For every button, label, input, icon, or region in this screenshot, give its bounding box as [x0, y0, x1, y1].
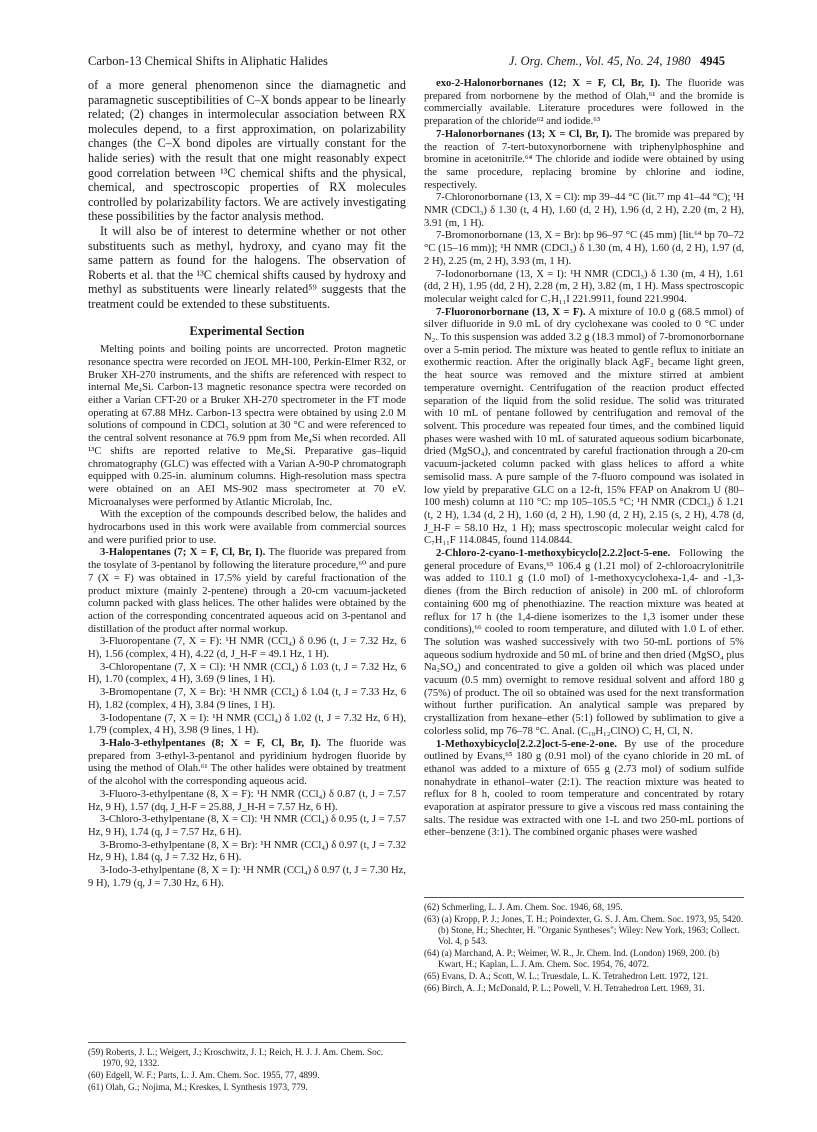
compound-heading: 7-Halonorbornanes (13; X = Cl, Br, I). [436, 128, 613, 140]
spectral-entry: 3-Chloropentane (7, X = Cl): ¹H NMR (CCl₄) δ 1.03 (t, J = 7.32 Hz, 6 H), 1.70 (complex, 4 H), 3.69 (9 lines, 1 H). [88, 661, 406, 686]
compound-heading: 7-Fluoronorbornane (13, X = F). [436, 306, 586, 318]
compound-paragraph [424, 548, 744, 739]
footnotes-right [424, 897, 744, 995]
footnote: (59) Roberts, J. L.; Weigert, J.; Kroschwitz, J. I.; Reich, H. J. J. Am. Chem. Soc. 1970, 92, 1332. [88, 1047, 384, 1068]
journal-name: J. Org. Chem., Vol. 45, No. 24, 1980 [508, 54, 691, 68]
spectral-entry: 7-Chloronorbornane (13, X = Cl): mp 39–44 °C (lit.⁷⁷ mp 41–44 °C); ¹H NMR (CDCl₃) δ 1.30 (t, 4 H), 1.60 (d, 2 H), 1.96 (d, 2 H), 2.20 (m, 2 H), 3.91 (m, 1 H). [424, 192, 744, 229]
running-title: Carbon-13 Chemical Shifts in Aliphatic Halides [88, 54, 328, 68]
compound-paragraph [88, 738, 406, 789]
compound-text: The fluoride was prepared from the tosylate of 3-pentanol by following the literature procedure,⁶⁰ and pure 7 (X = F) was obtained in 17.5% yield by careful fractionation of the product mixture (mainly 2-pentene) through a 20-cm vacuum-jacketed column packed with glass helices. The other halides were obtained by the action of the corresponding concentrated aqueous acid on 3-pentanol and distillation of the product after normal workup. [88, 547, 406, 635]
page-number: 4945 [700, 54, 725, 68]
discussion-paragraph: It will also be of interest to determine whether or not other substituents such as methyl, hydroxy, and cyano may fit the same pattern as found for the halogens. The observation of Roberts et al. that the ¹³C chemical shifts caused by hydroxy and methyl as substituents were linearly related⁵⁹ suggests that the treatment could be extended to these substituents. [88, 223, 406, 311]
footnote: (62) Schmerling, L. J. Am. Chem. Soc. 1946, 68, 195. [424, 902, 623, 912]
left-column [88, 78, 406, 890]
footnote: (64) (a) Marchand, A. P.; Weimer, W. R., Jr. Chem. Ind. (London) 1969, 200. (b) Kwart, H.; Kaplan, L. J. Am. Chem. Soc. 1954, 76, 4072. [424, 948, 720, 969]
compound-heading: 3-Halo-3-ethylpentanes (8; X = F, Cl, Br, I). [100, 738, 321, 749]
section-heading: Experimental Section [189, 323, 305, 338]
footnote: (60) Edgell, W. F.; Parts, L. J. Am. Chem. Soc. 1955, 77, 4899. [88, 1070, 320, 1080]
compound-heading: 1-Methoxybicyclo[2.2.2]oct-5-ene-2-one. [436, 738, 617, 750]
compound-text: The fluoride was prepared from 3-ethyl-3-pentanol and pyridinium hydrogen fluoride by using the method of Olah.⁶¹ The other halides were obtained by treatment of the alcohol with the corresponding aqueous acid. [88, 738, 406, 788]
compound-paragraph [88, 547, 406, 636]
methods-paragraph: With the exception of the compounds described below, the halides and hydrocarbons used in this work were available from commercial sources and were purified prior to use. [88, 509, 406, 546]
footnotes-left [88, 1042, 406, 1094]
spectral-entry: 7-Bromonorbornane (13, X = Br): bp 96–97 °C (45 mm) [lit.⁶⁴ bp 70–72 °C (15–16 mm)]; ¹H NMR (CDCl₃) δ 1.30 (m, 4 H), 1.60 (d, 2 H), 1.97 (d, 2 H), 2.25 (m, 2 H), 3.93 (m, 1 H). [424, 230, 744, 267]
footnote: (63) (a) Kropp, P. J.; Jones, T. H.; Poindexter, G. S. J. Am. Chem. Soc. 1973, 95, 5420. (b) Stone, H.; Shechter, H. "Organic Syntheses"; Wiley: New York, 1963; Collect. Vol. 4, p 543. [424, 914, 744, 946]
compound-paragraph [424, 307, 744, 548]
compound-heading: 3-Halopentanes (7; X = F, Cl, Br, I). [100, 547, 266, 559]
footnote: (61) Olah, G.; Nojima, M.; Kreskes, I. Synthesis 1973, 779. [88, 1082, 308, 1092]
journal-citation [509, 52, 725, 70]
spectral-entry: 3-Bromopentane (7, X = Br): ¹H NMR (CCl₄) δ 1.04 (t, J = 7.33 Hz, 6 H), 1.82 (complex, 4 H), 3.84 (9 lines, 1 H). [88, 687, 406, 711]
spectral-entry: 3-Iodopentane (7, X = I): ¹H NMR (CCl₄) δ 1.02 (t, J = 7.32 Hz, 6 H), 1.79 (complex, 4 H), 3.98 (9 lines, 1 H). [88, 712, 406, 737]
spectral-entry: 3-Iodo-3-ethylpentane (8, X = I): ¹H NMR (CCl₄) δ 0.97 (t, J = 7.30 Hz, 9 H), 1.79 (q, J = 7.30 Hz, 6 H). [88, 865, 406, 889]
compound-text: The fluoride was prepared from norbornene by the method of Olah,⁶¹ and the bromide is commercially available. Literature procedures were followed in the preparation of the chloride⁶² and iodide.⁶³ [424, 78, 745, 128]
compound-text: The bromide was prepared by the reaction of 7-tert-butoxynorbornene with triphenylphosphine and bromine in acetonitrile.⁶⁴ The chloride and iodide were obtained by using the same procedure, replacing bromine by chlorine and iodine, respectively. [424, 128, 744, 191]
spectral-entry: 7-Iodonorbornane (13, X = I): ¹H NMR (CDCl₃) δ 1.30 (m, 4 H), 1.61 (dd, 2 H), 1.95 (dd, 2 H), 2.28 (m, 2 H), 3.82 (m, 1 H). Mass spectroscopic molecular weight calcd for C₇H₁₁I 221.9911, found 221.9904. [424, 268, 744, 305]
compound-heading: 2-Chloro-2-cyano-1-methoxybicyclo[2.2.2]oct-5-ene. [436, 548, 671, 560]
spectral-entry: 3-Fluoropentane (7, X = F): ¹H NMR (CCl₄) δ 0.96 (t, J = 7.32 Hz, 6 H), 1.56 (complex, 4 H), 4.22 (d, J_H-F = 49.1 Hz, 1 H). [88, 636, 406, 661]
running-head [88, 52, 725, 70]
spectral-entry: 3-Bromo-3-ethylpentane (8, X = Br): ¹H NMR (CCl₄) δ 0.97 (t, J = 7.32 Hz, 9 H), 1.84 (q, J = 7.32 Hz, 6 H). [88, 839, 406, 864]
compound-text: By use of the procedure outlined by Evans,⁶⁵ 180 g (0.91 mol) of the cyano chloride in 20 mL of ethanol was added to a mixture of 655 g (2.73 mol) of sodium sulfide nonahydrate in ethanol–water (2:1). The reaction mixture was heated to reflux for 8 h, cooled to room temperature and concentrated by rotary evaporation at aspirator pressure to give a viscous red mass containing the salts. The residue was extracted with one 1-L and two 250-mL portions of ether–benzene (3:1). The combined organic phases were washed [424, 738, 744, 839]
footnote: (65) Evans, D. A.; Scott, W. L.; Truesdale, L. K. Tetrahedron Lett. 1972, 121. [424, 971, 709, 981]
methods-paragraph: Melting points and boiling points are uncorrected. Proton magnetic resonance spectra were recorded on JEOL MH-100, Perkin-Elmer R32, or Bruker XH-270 instruments, and the shifts are referenced with respect to internal Me₄Si. Carbon-13 magnetic resonance spectra were recorded on either a Varian CFT-20 or a Bruker XH-270 spectrometer in the FT mode operating at 67.88 MHz. Carbon-13 spectra were obtained by using 2.0 M solutions of compound in CDCl₃ solution at 30 °C and were referenced to the central solvent resonance at 76.9 ppm from Me₄Si when recorded. All ¹³C shifts are reported relative to Me₄Si. Preparative gas–liquid chromatography (GLC) was effected with a Varian A-90-P chromatograph equipped with 0.25-in. aluminum columns. High-resolution mass spectra were obtained on an AEI MS-902 mass spectrometer at 70 eV. Microanalyses were performed by Atlantic Microlab, Inc. [88, 344, 406, 508]
compound-text: A mixture of 10.0 g (68.5 mmol) of silver difluoride in 9.0 mL of dry cyclohexane was cooled to 0 °C under N₂. To this suspension was added 3.2 g (18.3 mmol) of 7-bromonorbornane over a 5-min period. The mixture was heated to gentle reflux to initiate an exothermic reaction. After the originally black AgF₂ became light green, the heat source was removed and the mixture stirred at ambient temperature overnight. Centrifugation of the reaction product effected separation of the liquid from the solid residue. The solid was triturated with 10 mL of pentane followed by centrifugation and removal of the solvent. This procedure was repeated four times, and the combined liquid phases were washed with 10 mL of saturated aqueous sodium bicarbonate, dried (MgSO₄), and concentrated by careful fractionation through a 20-cm vacuum-jacketed column packed with glass helices to afford a white semisolid mass. A pure sample of the 7-fluoro compound was isolated in low yield by preparative GLC on a 12-ft, 15% FFAP on Anakrom U (80–100 mesh) column at 110 °C: mp 105–105.5 °C; ¹H NMR (CDCl₃) δ 1.21 (t, 2 H), 1.34 (d, 2 H), 1.60 (d, 2 H), 1.90 (d, 2 H), 2.15 (s, 2 H), 4.78 (d, J_H-F = 58.10 Hz, 1 H); mass spectroscopic molecular weight calcd for C₇H₁₁F 114.0845, found 114.0844. [424, 306, 745, 547]
compound-paragraph [424, 739, 744, 841]
spectral-entry: 3-Chloro-3-ethylpentane (8, X = Cl): ¹H NMR (CCl₄) δ 0.95 (t, J = 7.57 Hz, 9 H), 1.74 (q, J = 7.57 Hz, 6 H). [88, 814, 406, 838]
spectral-entry: 3-Fluoro-3-ethylpentane (8, X = F): ¹H NMR (CCl₄) δ 0.87 (t, J = 7.57 Hz, 9 H), 1.57 (dq, J_H-F = 25.88, J_H-H = 7.57 Hz, 6 H). [88, 788, 406, 813]
compound-paragraph [424, 78, 744, 129]
compound-paragraph [424, 129, 744, 193]
compound-heading: exo-2-Halonorbornanes (12; X = F, Cl, Br, I). [436, 78, 661, 89]
discussion-paragraph: of a more general phenomenon since the diamagnetic and paramagnetic susceptibilities of C–X bonds appear to be linearly related; (2) changes in intermolecular association between RX molecules depend, to a first approximation, on polarizability changes (the C–X bond dipoles are virtually constant for the halide series) with the result that one might reasonably expect good correlation between ¹³C chemical shifts and the physical, chemical, and spectroscopic properties of RX molecules controlled by polarizability factors. We are actively investigating these possibilities by the factor analysis method. [88, 78, 406, 224]
compound-text: Following the general procedure of Evans,⁶⁵ 106.4 g (1.21 mol) of 2-chloroacrylonitrile was added to 110.1 g (1.0 mol) of 1-methoxycyclohexa-1,4- and -1,3-dienes (from the Birch reduction of anisole) in 200 mL of chloroform containing 600 mg of phenothiazine. The reaction mixture was heated at reflux for 17 h (the 1,4-diene isomerizes to the 1,3 isomer under these conditions),⁶⁶ cooled to room temperature, and diluted with 1.0 L of ether. The solution was washed successively with two 50-mL portions of 5% aqueous sodium hydroxide and 50 mL of brine and then dried (MgSO₄ plus Na₂SO₄) and concentrated to give a golden oil which was placed under vacuum (0.5 mm) overnight to remove residual solvent and afford 180 g (75%) of product. The oil so obtained was used for the next transformation without further purification. An analytical sample was prepared by crystallization from hexane–ether (5:1) followed by sublimation to give a colorless solid, mp 76–78 °C. Anal. (C₁₀H₁₂ClNO) C, H, Cl, N. [424, 548, 744, 737]
right-column [424, 78, 744, 840]
footnote: (66) Birch, A. J.; McDonald, P. L.; Powell, V. H. Tetrahedron Lett. 1969, 31. [424, 983, 705, 993]
